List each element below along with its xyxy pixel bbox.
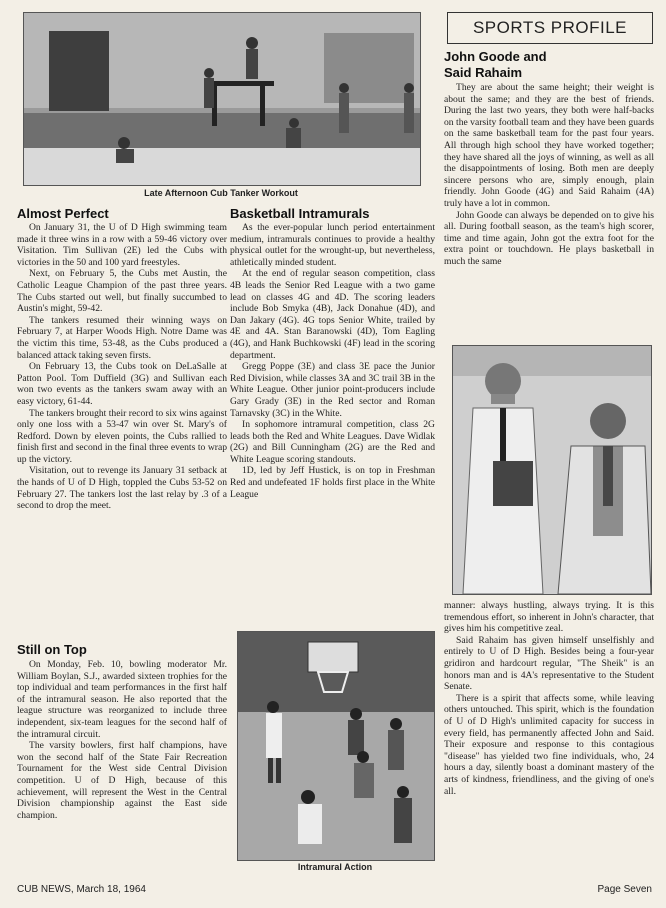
profile-text-bottom xyxy=(444,600,654,797)
paragraph: In sophomore intramural competition, class 2G leads both the Red and White Leagues. Dave Widlak (2G) and Bill Cunningham (2G) are the Red and White League scoring standouts. xyxy=(230,419,435,465)
paragraph: As the ever-popular lunch period entertainment medium, intramurals continues to provide a healthy physical outlet for the wrought-up, but nevertheless, athletically minded student. xyxy=(230,222,435,268)
paragraph: Said Rahaim has given himself unselfishly and entirely to U of D High. Besides being a four-year gridiron and hardcourt regular, "The Sheik" is an honors man and is 4A's representative to the Student Senate. xyxy=(444,634,654,693)
almost-perfect-headline: Almost Perfect xyxy=(17,206,109,221)
footer-publication: CUB NEWS, March 18, 1964 xyxy=(17,884,146,895)
paragraph: Visitation, out to revenge its January 31 setback at the hands of U of D High, toppled the Cubs 53-52 on February 27. The tankers lost the last relay by .3 of a second to drop the meet. xyxy=(17,465,227,512)
basketball-text xyxy=(230,222,435,500)
pool-photo xyxy=(23,12,421,186)
profile-headline-line2: Said Rahaim xyxy=(444,65,523,80)
paragraph: They are about the same height; their weight is about the same; and they are the best of friends. During the last two years, they both were half-backs on the varsity football team and they have been guards on the same basketball team for the past four years. All through high school they have worked together; they have shared all the joys of winning, as well as all the disappointments of losing. Both men are deeply sincere persons who are, simply enough, plain friendly. John Goode (4G) and Said Rahaim (4A) truly have a lot in common. xyxy=(444,82,654,209)
paragraph: On January 31, the U of D High swimming team made it three wins in a row with a 59-46 victory over Visitation. Tim Sullivan (2E) led the Cubs with victories in the 50 and 100 yard freestyles. xyxy=(17,222,227,268)
paragraph: John Goode can always be depended on to give his all. During football season, as the team's high scorer, time and time again, John got the extra foot for the extra point or touchdown. He plays basketball in much the same xyxy=(444,209,654,267)
sports-profile-label: SPORTS PROFILE xyxy=(472,18,628,37)
sports-profile-banner xyxy=(447,12,653,44)
profile-headline xyxy=(444,49,654,81)
basketball-headline: Basketball Intramurals xyxy=(230,206,370,221)
footer-page-number: Page Seven xyxy=(597,884,652,895)
paragraph: The tankers resumed their winning ways on February 7, at Harper Woods High. Notre Dame was the victim this time, 53-48, as the Cubs produced a balanced attack taking seven firsts. xyxy=(17,314,227,361)
paragraph: manner: always hustling, always trying. It is this tremendous effort, so inherent in John's character, that gives him his competitive zeal. xyxy=(444,600,654,635)
paragraph: There is a spirit that affects some, while leaving others untouched. This spirit, which is the foundation of U of D High's unlimited capacity for success in every field, has permanently affected John and Said. Their exposure and response to this contagious "disease" has yielded two fine individuals, who, 24 hours a day, silently boast a dominant mastery of the arts of kindness, friendliness, and the giving of one's all. xyxy=(444,692,654,797)
paragraph: Gregg Poppe (3E) and class 3E pace the Junior Red Division, while classes 3A and 3C trail 3B in the White League. Other junior point-producers include Gary Grady (3E) in the Red sector and Roman Tarnavsky (3C) in the White. xyxy=(230,361,435,419)
almost-perfect-text xyxy=(17,222,227,512)
profile-text-top xyxy=(444,82,654,268)
intramural-photo xyxy=(237,631,435,861)
paragraph: Next, on February 5, the Cubs met Austin, the Catholic League Champion of the past three years. The Cubs started out well, but finally succumbed to Austin's might, 59-42. xyxy=(17,268,227,315)
profile-photo xyxy=(452,345,652,595)
paragraph: The tankers brought their record to six wins against only one loss with a 53-47 win over St. Mary's of Redford. Down by eleven points, the Cubs rallied to finish first and second in the final three events to wrap up the victory. xyxy=(17,407,227,465)
paragraph: 1D, led by Jeff Hustick, is on top in Freshman Red and undefeated 1F holds first place in the White League xyxy=(230,465,435,500)
pool-photo-caption: Late Afternoon Cub Tanker Workout xyxy=(144,188,298,198)
paragraph: The varsity bowlers, first half champions, have won the second half of the State Fair Recreation Tournament for the West side Central Division competition. U of D High, because of this achievement, will represent the West in the Central Division championship against the East side champion. xyxy=(17,740,227,821)
paragraph: At the end of regular season competition, class 4B leads the Senior Red League with a two game lead on classes 4G and 4D. The scoring leaders include Bob Smyka (4B), Jack Donahue (4D), and Dan Jakary (4G). 4G tops Senior White, trailed by 4E and 4A. Stan Baranowski (4D), Tom Eagling (4G), and Hank Buchkowski (4F) lead in the scoring department. xyxy=(230,268,435,361)
paragraph: On Monday, Feb. 10, bowling moderator Mr. William Boylan, S.J., awarded sixteen trophies for the top individual and team performances in the first half of the intramural season. He also reported that the league structure was reorganized to include three independent, six-team leagues for the second half of the intramural circuit. xyxy=(17,659,227,740)
profile-headline-line1: John Goode and xyxy=(444,49,547,64)
still-on-top-headline: Still on Top xyxy=(17,642,87,657)
intramural-photo-caption: Intramural Action xyxy=(297,862,373,872)
paragraph: On February 13, the Cubs took on DeLaSalle at Patton Pool. Tom Duffield (3G) and Sullivan each won two events as the tankers swam away with an easy victory, 61-44. xyxy=(17,361,227,407)
still-on-top-text xyxy=(17,659,227,821)
